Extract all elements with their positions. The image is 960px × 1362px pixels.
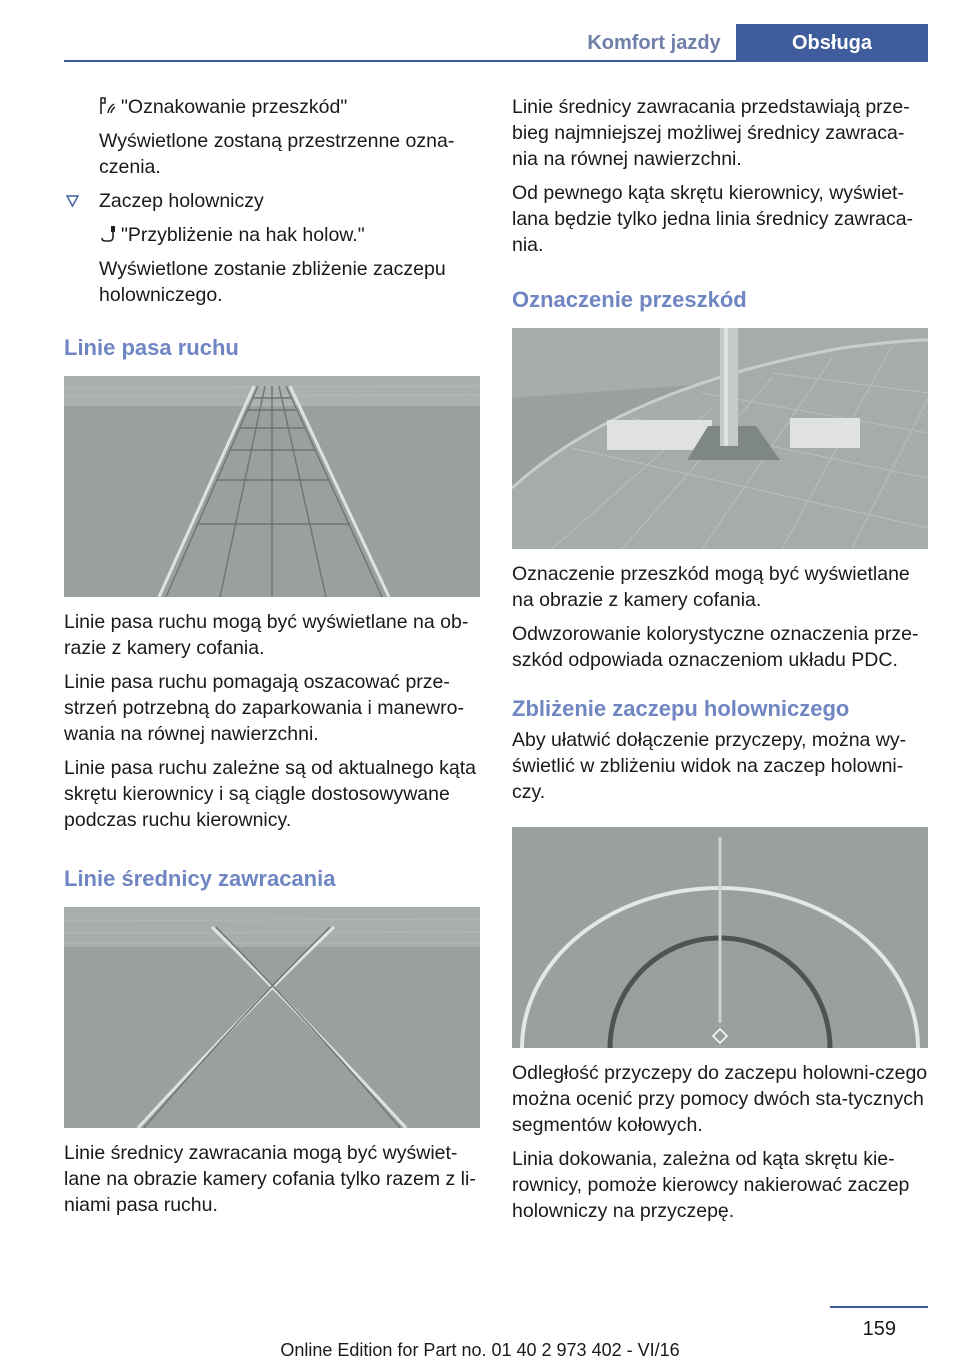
obstacle-option xyxy=(99,94,480,120)
obstacle-description: Wyświetlone zostaną przestrzenne ozna-czenia. xyxy=(99,130,455,178)
hitch-description: Wyświetlone zostanie zbliżenie zaczepu holowniczego. xyxy=(99,258,446,306)
obstacle-paragraph-1: Oznaczenie przeszkód mogą być wyświetlane na obrazie z kamery cofania. xyxy=(512,563,910,611)
triangle-bullet-icon xyxy=(66,194,79,208)
hitch-option-label: "Przybliżenie na hak holow." xyxy=(121,224,365,246)
hitch-zoom-figure xyxy=(512,827,928,1048)
turning-paragraph-1: Linie średnicy zawracania mogą być wyświet-lane na obrazie kamery cofania tylko razem z li-niami pasa ruchu. xyxy=(64,1142,476,1216)
right-column xyxy=(512,94,928,1232)
active-tab[interactable]: Obsługa xyxy=(736,24,928,62)
hitch-paragraph-3: Linia dokowania, zależna od kąta skrętu kie-rownicy, pomoże kierowcy nakierować zaczep holowniczy na przyczepę. xyxy=(512,1148,910,1222)
list-item-title: Zaczep holowniczy xyxy=(99,190,264,212)
section-heading-turning-lines: Linie średnicy zawracania xyxy=(64,866,336,891)
list-item xyxy=(64,188,480,214)
edition-note: Online Edition for Part no. 01 40 2 973 402 - VI/16 xyxy=(280,1340,680,1360)
footer-rule xyxy=(830,1306,928,1308)
hitch-paragraph-1: Aby ułatwić dołączenie przyczepy, można wy-świetlić w zbliżeniu widok na zaczep holowni-czy. xyxy=(512,729,907,803)
turning-paragraph-3: Od pewnego kąta skrętu kierownicy, wyświet-lana będzie tylko jedna linia średnicy zawraca-nia. xyxy=(512,182,914,256)
lane-paragraph-1: Linie pasa ruchu mogą być wyświetlane na ob-razie z kamery cofania. xyxy=(64,611,469,659)
obstacle-paragraph-2: Odwzorowanie kolorystyczne oznaczenia prze-szkód odpowiada oznaczeniom układu PDC. xyxy=(512,623,919,671)
hitch-option xyxy=(99,222,480,248)
section-heading-lane-lines: Linie pasa ruchu xyxy=(64,335,239,360)
section-heading-hitch: Zbliżenie zaczepu holowniczego xyxy=(512,696,850,721)
lane-paragraph-3: Linie pasa ruchu zależne są od aktualnego kąta skrętu kierownicy i są ciągle dostosowywane podczas ruchu kierownicy. xyxy=(64,757,476,831)
obstacle-marking-icon xyxy=(99,97,117,115)
header-rule xyxy=(64,60,928,62)
lane-lines-figure xyxy=(64,376,480,597)
obstacle-option-label: "Oznakowanie przeszkód" xyxy=(121,96,348,118)
hitch-zoom-icon xyxy=(99,225,117,243)
obstacle-marking-figure xyxy=(512,328,928,549)
section-tab[interactable]: Komfort jazdy xyxy=(587,32,721,54)
hitch-paragraph-2: Odległość przyczepy do zaczepu holowni-czego można ocenić przy pomocy dwóch sta-tycznych segmentów kołowych. xyxy=(512,1062,928,1136)
section-heading-obstacles: Oznaczenie przeszkód xyxy=(512,287,747,312)
page-number: 159 xyxy=(862,1318,896,1340)
left-column xyxy=(64,94,480,1226)
lane-paragraph-2: Linie pasa ruchu pomagają oszacować prze-strzeń potrzebną do zaparkowania i manewro-wania na równej nawierzchni. xyxy=(64,671,464,745)
turning-paragraph-2: Linie średnicy zawracania przedstawiają prze-bieg najmniejszej możliwej średnicy zawraca-nia na równej nawierzchni. xyxy=(512,96,910,170)
turning-lines-figure xyxy=(64,907,480,1128)
